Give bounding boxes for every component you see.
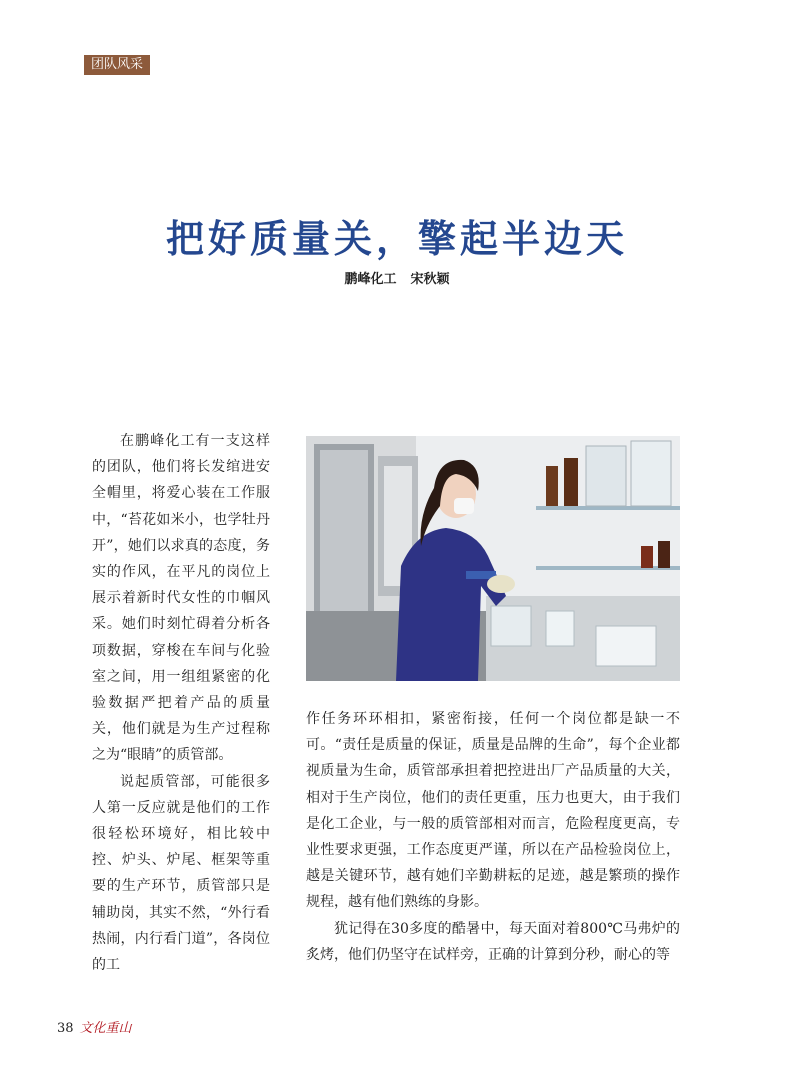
page-footer (57, 1017, 132, 1036)
left-column (92, 428, 270, 978)
magazine-logo: 文化重山 (79, 1021, 132, 1036)
section-tag: 团队风采 (84, 55, 150, 75)
byline-company: 鹏峰化工 (344, 272, 397, 287)
paragraph: 作任务环环相扣，紧密衔接，任何一个岗位都是缺一不可。“责任是质量的保证，质量是品牌的生命”，每个企业都视质量为生命，质管部承担着把控进出厂产品质量的大关，相对于生产岗位，他们的责任更重，压力也更大，由于我们是化工企业，与一般的质管部相对而言，危险程度更高，专业性要求更强，工作态度更严谨，所以在产品检验岗位上，越是关键环节，越有她们辛勤耕耘的足迹，越是繁琐的操作规程，越有他们熟练的身影。 (306, 711, 680, 911)
byline (0, 268, 794, 287)
right-column (306, 706, 680, 968)
paragraph: 在鹏峰化工有一支这样的团队，他们将长发绾进安全帽里，将爱心装在工作服中，“苔花如米小，也学牡丹开”，她们以求真的态度，务实的作风，在平凡的岗位上展示着新时代女性的巾帼风采。她们时刻忙碍着分析各项数据，穿梭在车间与化验室之间，用一组组紧密的化验数据严把着产品的质量关，他们就是为生产过程称之为“眼睛”的质管部。 (92, 433, 270, 764)
paragraph: 犹记得在30多度的酷暑中，每天面对着800℃马弗炉的炙烤，他们仍坚守在试样旁，正确的计算到分秒，耐心的等 (306, 920, 680, 963)
byline-author: 宋秋颖 (410, 272, 450, 287)
article-title: 把好质量关，擎起半边天 (165, 216, 628, 261)
page-number: 38 (57, 1021, 74, 1036)
lab-photo (306, 436, 680, 681)
paragraph: 说起质管部，可能很多人第一反应就是他们的工作很轻松环境好，相比较中控、炉头、炉尾、框架等重要的生产环节，质管部只是辅助岗，其实不然，“外行看热闹，内行看门道”，各岗位的工 (92, 773, 270, 974)
